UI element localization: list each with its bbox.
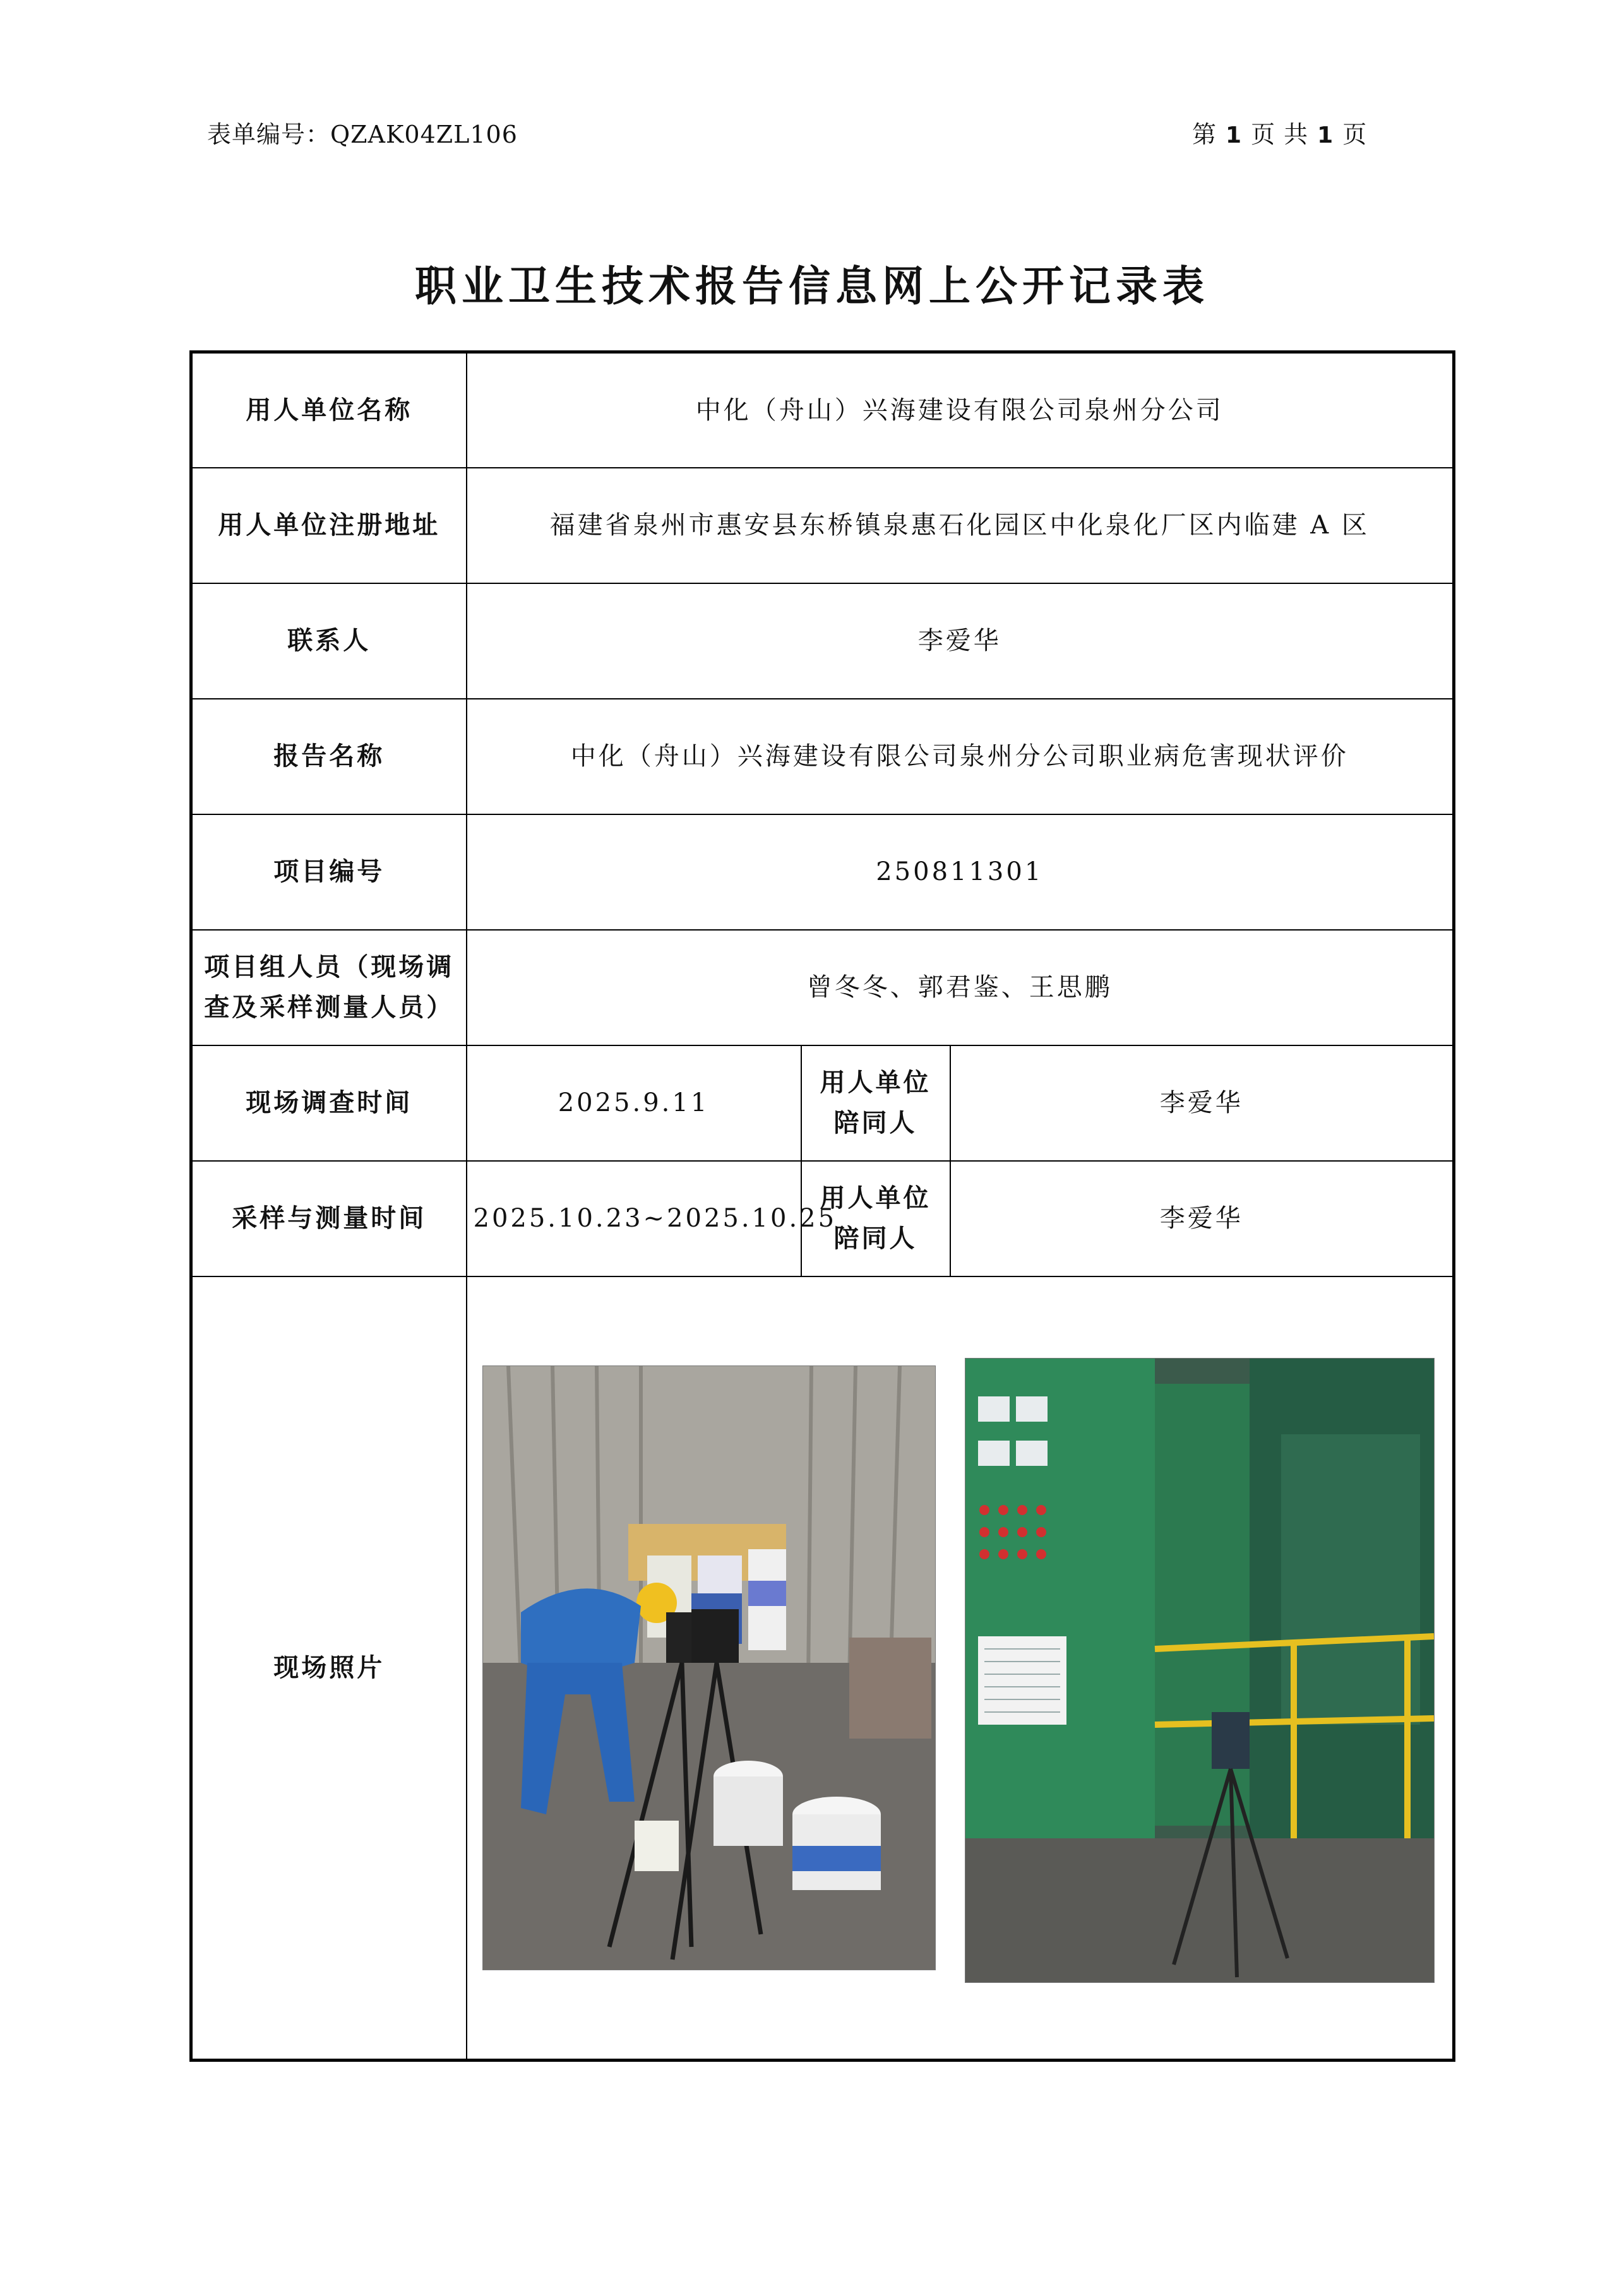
report-name-value: 中化（舟山）兴海建设有限公司泉州分公司职业病危害现状评价	[467, 699, 1454, 814]
form-number: 表单编号：QZAK04ZL106	[207, 121, 518, 148]
sampling-companion-label-line1: 用人单位	[820, 1184, 931, 1213]
site-photo-1-image	[483, 1366, 935, 1970]
sampling-value: 2025.10.23~2025.10.25	[467, 1161, 801, 1276]
survey-value: 2025.9.11	[467, 1045, 801, 1161]
row-survey	[191, 1045, 1454, 1161]
contact-value: 李爱华	[467, 583, 1454, 699]
survey-companion-value: 李爱华	[950, 1045, 1454, 1161]
project-no-value: 250811301	[467, 814, 1454, 930]
project-no-label: 项目编号	[191, 814, 467, 930]
page-title: 职业卫生技术报告信息网上公开记录表	[415, 261, 1209, 311]
team-value: 曾冬冬、郭君鉴、王思鹏	[467, 930, 1454, 1045]
survey-label: 现场调查时间	[191, 1045, 467, 1161]
page-indicator	[1192, 115, 1367, 150]
employer-address-label: 用人单位注册地址	[191, 468, 467, 583]
employer-name-label: 用人单位名称	[191, 352, 467, 468]
row-contact	[191, 583, 1454, 699]
row-sampling	[191, 1161, 1454, 1276]
site-photo-2-image	[965, 1359, 1434, 1982]
employer-name-value: 中化（舟山）兴海建设有限公司泉州分公司	[467, 352, 1454, 468]
contact-label: 联系人	[191, 583, 467, 699]
employer-address-value: 福建省泉州市惠安县东桥镇泉惠石化园区中化泉化厂区内临建 A 区	[467, 468, 1454, 583]
photos-cell	[467, 1276, 1454, 2061]
photos-container	[467, 1277, 1453, 2059]
sampling-label: 采样与测量时间	[191, 1161, 467, 1276]
team-label	[191, 930, 467, 1045]
record-table	[189, 350, 1455, 2062]
page-prefix: 第	[1192, 121, 1217, 148]
sampling-companion-value: 李爱华	[950, 1161, 1454, 1276]
survey-companion-label	[801, 1045, 950, 1161]
photos-label: 现场照片	[191, 1276, 467, 2061]
team-label-line2: 查及采样测量人员）	[204, 993, 455, 1022]
row-employer-name	[191, 352, 1454, 468]
row-report-name	[191, 699, 1454, 814]
row-photos	[191, 1276, 1454, 2061]
sampling-companion-label-line2: 陪同人	[833, 1224, 917, 1253]
page-mid: 页 共	[1251, 121, 1309, 148]
row-team	[191, 930, 1454, 1045]
site-photo-2	[965, 1358, 1435, 1983]
row-project-no	[191, 814, 1454, 930]
survey-companion-label-line1: 用人单位	[820, 1068, 931, 1097]
team-label-line1: 项目组人员（现场调	[204, 953, 455, 982]
report-name-label: 报告名称	[191, 699, 467, 814]
survey-companion-label-line2: 陪同人	[833, 1109, 917, 1138]
site-photo-1	[482, 1365, 936, 1970]
page-suffix: 页	[1342, 121, 1368, 148]
page-total: 1	[1317, 122, 1334, 148]
page-current: 1	[1226, 122, 1243, 148]
row-employer-address	[191, 468, 1454, 583]
